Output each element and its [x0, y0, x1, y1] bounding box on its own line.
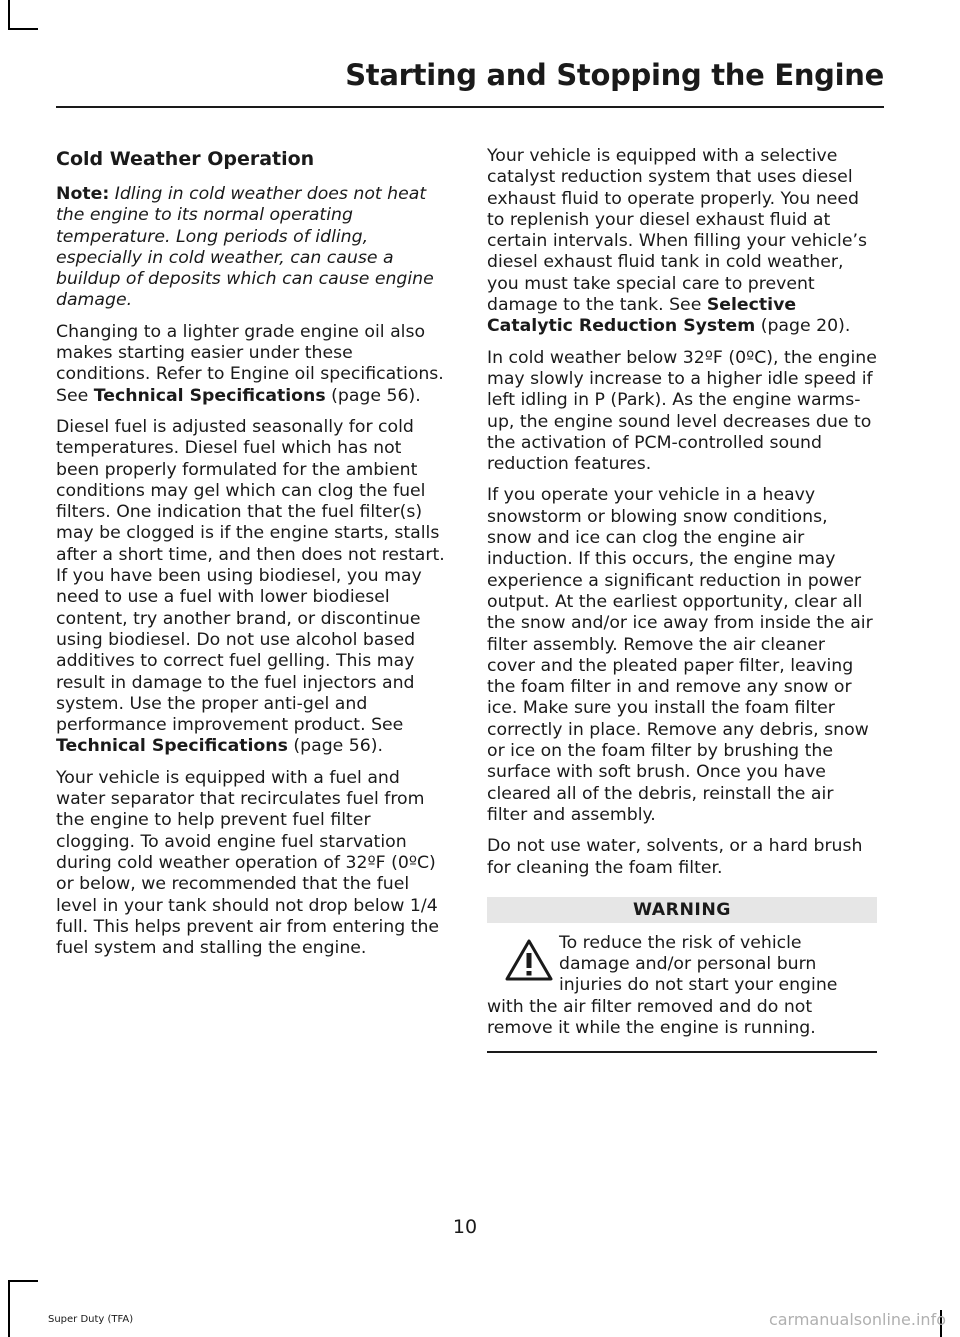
water-separator-paragraph: Your vehicle is equipped with a fuel and water separator that recirculates fuel from the engine to help prevent fuel filter clogging. To avoid engine fuel starvation during cold weather operation of 32ºF (0ºC) or below, we recommended that the fuel level in your tank should not drop below 1/4 full. This helps prevent air from entering the fuel system and stalling the engine.: [56, 767, 440, 959]
header-rule: [56, 106, 884, 108]
scr-paragraph: [487, 146, 877, 338]
note-paragraph: [56, 184, 446, 312]
note-text: Idling in cold weather does not heat the engine to its normal operating temperature. Long periods of idling, especially in cold weather, can cause a buildup of deposits which can cause engine damage.: [56, 184, 434, 311]
oil-paragraph-text: Changing to a lighter grade engine oil also makes starting easier under these conditions. Refer to Engine oil specifications. See: [56, 321, 444, 406]
crop-mark: [8, 1280, 10, 1337]
technical-specifications-link[interactable]: Technical Specifications: [56, 736, 288, 757]
page-reference: (page 56).: [287, 736, 384, 757]
warning-text: To reduce the risk of vehicle damage and/or personal burn injuries do not start your engine with the air filter removed and do not remove it while the engine is running.: [487, 932, 838, 1038]
page-number: 10: [452, 1216, 478, 1238]
warning-body: [487, 923, 877, 1039]
right-column: [487, 146, 877, 1053]
warning-rule: [487, 1051, 877, 1053]
note-label: Note:: [56, 184, 110, 204]
crop-mark: [8, 1280, 38, 1282]
page-reference: (page 56).: [325, 385, 421, 406]
idle-speed-paragraph: In cold weather below 32ºF (0ºC), the engine may slowly increase to a higher idle speed if left idling in P (Park). As the engine warms-up, the engine sound level decreases due to the activation of PCM-controlled sound reduction features.: [487, 347, 877, 475]
diesel-fuel-text: Diesel fuel is adjusted seasonally for cold temperatures. Diesel fuel which has not been properly formulated for the ambient conditions may gel which can clog the fuel filters. One indication that the fuel filter(s) may be clogged is if the engine starts, stalls after a short time, and then does not restart. If you have been using biodiesel, you may need to use a fuel with lower biodiesel content, try another brand, or discontinue using biodiesel. Do not use alcohol based additives to correct fuel gelling. This may result in damage to the fuel injectors and system. Use the proper anti-gel and performance improvement product. See: [56, 416, 445, 736]
snow-paragraph: If you operate your vehicle in a heavy snowstorm or blowing snow conditions, snow and ice can clog the engine air induction. If this occurs, the engine may experience a significant reduction in power output. At the earliest opportunity, clear all the snow and/or ice away from inside the air filter assembly. Remove the air cleaner cover and the pleated paper filter, leaving the foam filter in and remove any snow or ice. Make sure you install the foam filter correctly in place. Remove any debris, snow or ice on the foam filter by brushing the surface with soft brush. Once you have cleared all of the debris, reinstall the air filter and assembly.: [487, 485, 873, 825]
scr-paragraph-text: Your vehicle is equipped with a selective catalyst reduction system that uses diesel exhaust fluid to operate properly. You need to replenish your diesel exhaust fluid at certain intervals. When filling your vehicle’s diesel exhaust fluid tank in cold weather, you must take special care to prevent damage to the tank. See: [487, 146, 867, 316]
watermark: carmanualsonline.info: [768, 1310, 946, 1329]
selective-catalytic-reduction-link[interactable]: Selective Catalytic Reduction System: [487, 295, 797, 337]
left-column: [56, 146, 446, 969]
oil-paragraph: [56, 322, 446, 407]
section-title: Cold Weather Operation: [56, 148, 315, 170]
crop-mark: [8, 0, 10, 30]
page-title: Starting and Stopping the Engine: [345, 58, 884, 92]
page-reference: (page 20).: [755, 316, 851, 337]
warning-triangle-icon: [503, 937, 555, 983]
warning-title: WARNING: [487, 897, 877, 923]
warning-box: [487, 897, 877, 1053]
footer-model: Super Duty (TFA): [48, 1314, 134, 1325]
foam-filter-paragraph: Do not use water, solvents, or a hard brush for cleaning the foam filter.: [487, 836, 863, 878]
technical-specifications-link[interactable]: Technical Specifications: [93, 385, 326, 406]
diesel-fuel-paragraph: [56, 417, 446, 758]
crop-mark: [8, 28, 38, 30]
